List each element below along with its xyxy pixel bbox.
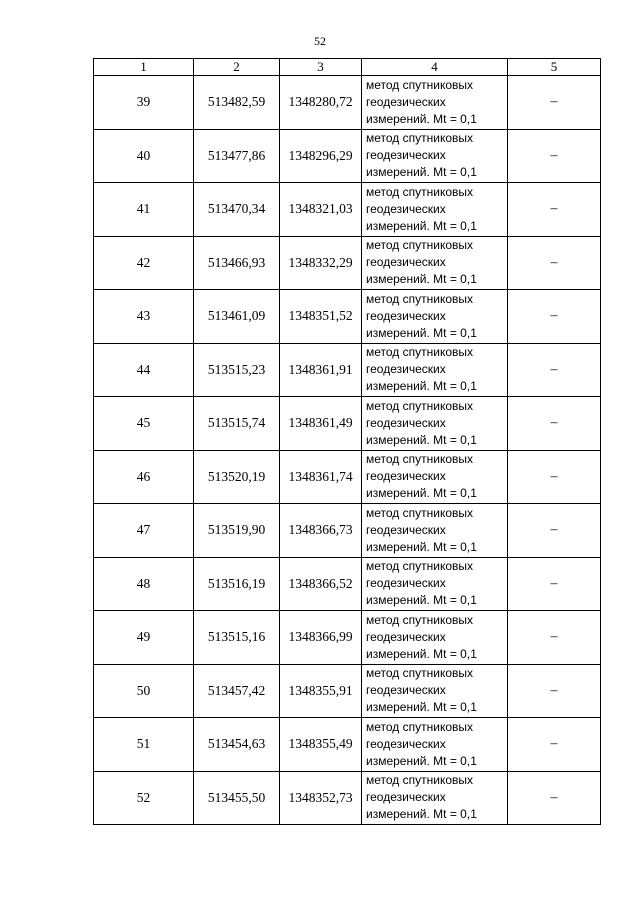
method-line-2: геодезических — [366, 94, 446, 109]
table-row — [94, 504, 601, 558]
determination-method — [362, 343, 508, 397]
method-line-3: измерений. Mt = 0,1 — [366, 379, 477, 394]
determination-method — [362, 76, 508, 130]
method-line-3: измерений. Mt = 0,1 — [366, 753, 477, 768]
description-dash: – — [508, 76, 601, 130]
determination-method — [362, 557, 508, 611]
coordinate-y: 1348366,99 — [280, 611, 362, 665]
point-number: 49 — [94, 611, 194, 665]
determination-method — [362, 504, 508, 558]
method-line-1: метод спутниковых — [366, 77, 474, 92]
description-dash: – — [508, 397, 601, 451]
description-dash: – — [508, 664, 601, 718]
determination-method — [362, 771, 508, 825]
column-header-1: 1 — [94, 59, 194, 76]
table-row — [94, 450, 601, 504]
method-line-3: измерений. Mt = 0,1 — [366, 165, 477, 180]
coordinate-x: 513454,63 — [194, 718, 280, 772]
method-line-2: геодезических — [366, 308, 446, 323]
table-header-row — [94, 59, 601, 76]
coordinate-x: 513470,34 — [194, 183, 280, 237]
description-dash: – — [508, 718, 601, 772]
coordinate-x: 513520,19 — [194, 450, 280, 504]
column-header-5: 5 — [508, 59, 601, 76]
determination-method — [362, 611, 508, 665]
method-line-2: геодезических — [366, 576, 446, 591]
point-number: 51 — [94, 718, 194, 772]
coordinate-y: 1348321,03 — [280, 183, 362, 237]
coordinate-y: 1348351,52 — [280, 290, 362, 344]
method-line-2: геодезических — [366, 522, 446, 537]
table-row — [94, 76, 601, 130]
description-dash: – — [508, 611, 601, 665]
method-line-1: метод спутниковых — [366, 666, 474, 681]
coordinate-y: 1348366,73 — [280, 504, 362, 558]
method-line-3: измерений. Mt = 0,1 — [366, 486, 477, 501]
table-row — [94, 771, 601, 825]
determination-method — [362, 718, 508, 772]
method-line-3: измерений. Mt = 0,1 — [366, 807, 477, 822]
description-dash: – — [508, 129, 601, 183]
method-line-3: измерений. Mt = 0,1 — [366, 325, 477, 340]
table-row — [94, 183, 601, 237]
coordinate-y: 1348361,49 — [280, 397, 362, 451]
method-line-3: измерений. Mt = 0,1 — [366, 432, 477, 447]
determination-method — [362, 183, 508, 237]
point-number: 41 — [94, 183, 194, 237]
point-number: 44 — [94, 343, 194, 397]
coordinate-y: 1348355,49 — [280, 718, 362, 772]
point-number: 45 — [94, 397, 194, 451]
method-line-1: метод спутниковых — [366, 131, 474, 146]
coordinate-y: 1348366,52 — [280, 557, 362, 611]
method-line-2: геодезических — [366, 629, 446, 644]
method-line-1: метод спутниковых — [366, 398, 474, 413]
point-number: 50 — [94, 664, 194, 718]
method-line-2: геодезических — [366, 683, 446, 698]
coordinate-x: 513455,50 — [194, 771, 280, 825]
method-line-1: метод спутниковых — [366, 612, 474, 627]
coordinate-x: 513466,93 — [194, 236, 280, 290]
method-line-1: метод спутниковых — [366, 291, 474, 306]
method-line-2: геодезических — [366, 415, 446, 430]
coordinate-y: 1348296,29 — [280, 129, 362, 183]
column-header-3: 3 — [280, 59, 362, 76]
description-dash: – — [508, 771, 601, 825]
method-line-1: метод спутниковых — [366, 719, 474, 734]
table-row — [94, 611, 601, 665]
coordinate-y: 1348352,73 — [280, 771, 362, 825]
coordinate-x: 513461,09 — [194, 290, 280, 344]
method-line-1: метод спутниковых — [366, 773, 474, 788]
coordinate-x: 513482,59 — [194, 76, 280, 130]
table-row — [94, 290, 601, 344]
coordinates-table — [93, 58, 601, 825]
table-row — [94, 343, 601, 397]
method-line-1: метод спутниковых — [366, 184, 474, 199]
point-number: 48 — [94, 557, 194, 611]
method-line-2: геодезических — [366, 201, 446, 216]
point-number: 40 — [94, 129, 194, 183]
method-line-2: геодезических — [366, 255, 446, 270]
coordinate-x: 513516,19 — [194, 557, 280, 611]
method-line-1: метод спутниковых — [366, 505, 474, 520]
coordinate-x: 513515,23 — [194, 343, 280, 397]
coordinate-x: 513457,42 — [194, 664, 280, 718]
page-number: 52 — [314, 34, 326, 48]
method-line-2: геодезических — [366, 736, 446, 751]
point-number: 43 — [94, 290, 194, 344]
coordinate-y: 1348361,91 — [280, 343, 362, 397]
method-line-3: измерений. Mt = 0,1 — [366, 593, 477, 608]
description-dash: – — [508, 343, 601, 397]
table-row — [94, 718, 601, 772]
description-dash: – — [508, 557, 601, 611]
method-line-3: измерений. Mt = 0,1 — [366, 218, 477, 233]
table-row — [94, 557, 601, 611]
description-dash: – — [508, 183, 601, 237]
point-number: 42 — [94, 236, 194, 290]
description-dash: – — [508, 290, 601, 344]
column-header-4: 4 — [362, 59, 508, 76]
table-row — [94, 129, 601, 183]
determination-method — [362, 450, 508, 504]
method-line-3: измерений. Mt = 0,1 — [366, 646, 477, 661]
coordinate-y: 1348280,72 — [280, 76, 362, 130]
column-header-2: 2 — [194, 59, 280, 76]
method-line-3: измерений. Mt = 0,1 — [366, 111, 477, 126]
method-line-2: геодезических — [366, 148, 446, 163]
determination-method — [362, 290, 508, 344]
determination-method — [362, 397, 508, 451]
coordinate-x: 513519,90 — [194, 504, 280, 558]
method-line-1: метод спутниковых — [366, 452, 474, 467]
determination-method — [362, 664, 508, 718]
point-number: 39 — [94, 76, 194, 130]
method-line-3: измерений. Mt = 0,1 — [366, 272, 477, 287]
point-number: 47 — [94, 504, 194, 558]
method-line-3: измерений. Mt = 0,1 — [366, 539, 477, 554]
coordinate-x: 513477,86 — [194, 129, 280, 183]
description-dash: – — [508, 450, 601, 504]
table-row — [94, 397, 601, 451]
coordinate-x: 513515,74 — [194, 397, 280, 451]
method-line-3: измерений. Mt = 0,1 — [366, 700, 477, 715]
coordinate-y: 1348355,91 — [280, 664, 362, 718]
method-line-2: геодезических — [366, 790, 446, 805]
coordinate-x: 513515,16 — [194, 611, 280, 665]
method-line-1: метод спутниковых — [366, 559, 474, 574]
description-dash: – — [508, 504, 601, 558]
method-line-1: метод спутниковых — [366, 345, 474, 360]
coordinate-y: 1348332,29 — [280, 236, 362, 290]
point-number: 46 — [94, 450, 194, 504]
determination-method — [362, 236, 508, 290]
point-number: 52 — [94, 771, 194, 825]
description-dash: – — [508, 236, 601, 290]
method-line-2: геодезических — [366, 469, 446, 484]
coordinate-y: 1348361,74 — [280, 450, 362, 504]
determination-method — [362, 129, 508, 183]
table-row — [94, 664, 601, 718]
method-line-2: геодезических — [366, 362, 446, 377]
table-row — [94, 236, 601, 290]
method-line-1: метод спутниковых — [366, 238, 474, 253]
